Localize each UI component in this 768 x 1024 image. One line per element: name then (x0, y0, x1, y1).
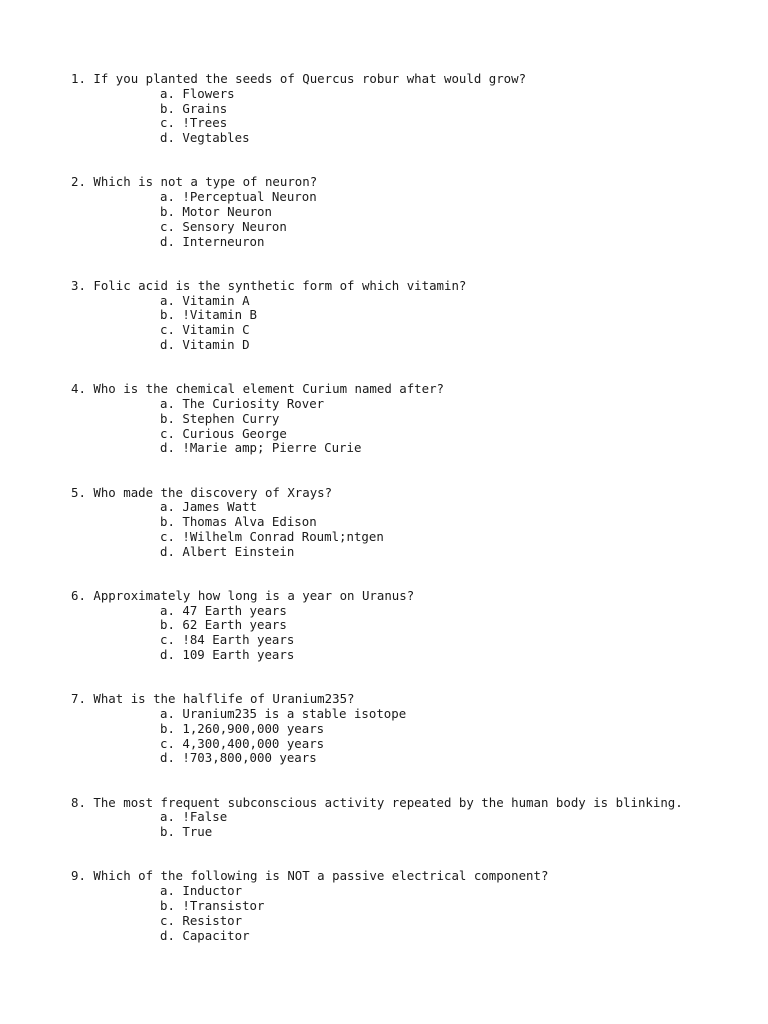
option-letter: c. (160, 528, 175, 544)
question-text: Folic acid is the synthetic form of which vitamin? (93, 277, 467, 293)
answer-option (160, 500, 751, 515)
option-text: Vitamin C (182, 322, 250, 338)
answer-option (160, 205, 751, 220)
option-letter: c. (160, 218, 175, 234)
answer-option (160, 825, 751, 840)
answer-options (71, 294, 751, 353)
option-text: Grains (182, 100, 228, 116)
option-letter: b. (160, 617, 175, 633)
option-text: Interneuron (182, 233, 265, 249)
answer-option (160, 929, 751, 944)
answer-options (71, 397, 751, 456)
answer-option (160, 751, 751, 766)
answer-option (160, 308, 751, 323)
option-letter: a. (160, 809, 175, 825)
answer-option (160, 131, 751, 146)
option-text: Inductor (182, 883, 243, 899)
question-text: If you planted the seeds of Quercus robur what would grow? (93, 71, 527, 86)
answer-option (160, 515, 751, 530)
option-letter: d. (160, 440, 175, 456)
answer-option (160, 545, 751, 560)
option-letter: a. (160, 189, 175, 205)
answer-options (71, 190, 751, 249)
option-text: True (182, 824, 213, 840)
question-block (71, 692, 751, 766)
question-block (71, 486, 751, 560)
option-letter: b. (160, 203, 175, 219)
answer-option (160, 294, 751, 309)
answer-option (160, 427, 751, 442)
question-line (71, 175, 751, 190)
option-letter: b. (160, 824, 175, 840)
answer-option (160, 323, 751, 338)
question-line (71, 486, 751, 501)
option-letter: d. (160, 750, 175, 766)
question-number: 5. (71, 484, 86, 500)
option-letter: b. (160, 100, 175, 116)
option-text: Capacitor (182, 927, 250, 943)
option-letter: a. (160, 395, 175, 411)
option-letter: d. (160, 647, 175, 663)
answer-option (160, 441, 751, 456)
option-text: James Watt (182, 499, 257, 515)
option-text: Thomas Alva Edison (182, 514, 317, 530)
option-letter: d. (160, 543, 175, 559)
answer-option (160, 737, 751, 752)
question-number: 1. (71, 71, 86, 86)
option-letter: a. (160, 602, 175, 618)
option-letter: a. (160, 292, 175, 308)
option-letter: b. (160, 720, 175, 736)
question-number: 8. (71, 794, 86, 810)
answer-option (160, 397, 751, 412)
option-text: Uranium235 is a stable isotope (182, 706, 407, 722)
option-letter: b. (160, 410, 175, 426)
option-text: Vegtables (182, 130, 250, 146)
answer-option (160, 810, 751, 825)
question-number: 9. (71, 868, 86, 884)
option-letter: c. (160, 735, 175, 751)
answer-option (160, 87, 751, 102)
question-text: Who is the chemical element Curium named after? (93, 381, 445, 397)
option-text: !Perceptual Neuron (182, 189, 317, 205)
option-text: Motor Neuron (182, 203, 272, 219)
option-text: Vitamin A (182, 292, 250, 308)
answer-option (160, 914, 751, 929)
answer-option (160, 604, 751, 619)
option-text: Sensory Neuron (182, 218, 287, 234)
option-text: 62 Earth years (182, 617, 287, 633)
option-text: 109 Earth years (182, 647, 295, 663)
option-text: !84 Earth years (182, 632, 295, 648)
option-letter: a. (160, 499, 175, 515)
answer-option (160, 102, 751, 117)
option-letter: c. (160, 115, 175, 131)
question-line (71, 382, 751, 397)
question-number: 2. (71, 174, 86, 190)
question-text: Approximately how long is a year on Uranus? (93, 587, 415, 603)
question-line (71, 589, 751, 604)
question-line (71, 869, 751, 884)
option-letter: b. (160, 898, 175, 913)
answer-options (71, 810, 751, 840)
question-block (71, 72, 751, 146)
question-number: 6. (71, 587, 86, 603)
option-text: 4,300,400,000 years (182, 735, 325, 751)
question-text: Which is not a type of neuron? (93, 174, 318, 190)
option-letter: a. (160, 883, 175, 899)
question-text: The most frequent subconscious activity repeated by the human body is blinking. (93, 794, 683, 810)
option-text: Flowers (182, 85, 235, 101)
answer-option (160, 338, 751, 353)
answer-options (71, 707, 751, 766)
answer-option (160, 116, 751, 131)
question-block (71, 869, 751, 943)
option-text: !703,800,000 years (182, 750, 317, 766)
question-text: What is the halflife of Uranium235? (93, 691, 355, 707)
question-line (71, 279, 751, 294)
answer-option (160, 899, 751, 914)
option-text: Resistor (182, 912, 243, 928)
answer-options (71, 884, 751, 943)
answer-option (160, 412, 751, 427)
question-block (71, 589, 751, 663)
question-number: 4. (71, 381, 86, 397)
option-letter: a. (160, 85, 175, 101)
answer-option (160, 722, 751, 737)
option-letter: a. (160, 706, 175, 722)
option-text: Vitamin D (182, 336, 250, 352)
answer-options (71, 604, 751, 663)
answer-option (160, 235, 751, 250)
option-text: Curious George (182, 425, 287, 441)
question-block (71, 279, 751, 353)
answer-option (160, 707, 751, 722)
answer-options (71, 87, 751, 146)
option-letter: c. (160, 912, 175, 928)
option-letter: b. (160, 307, 175, 323)
option-letter: d. (160, 233, 175, 249)
answer-option (160, 884, 751, 899)
option-text: !Transistor (182, 898, 265, 913)
option-letter: d. (160, 336, 175, 352)
option-text: !Trees (182, 115, 228, 131)
option-text: Stephen Curry (182, 410, 280, 426)
answer-option (160, 220, 751, 235)
question-line (71, 72, 751, 87)
answer-option (160, 633, 751, 648)
question-number: 3. (71, 277, 86, 293)
option-letter: d. (160, 130, 175, 146)
question-text: Which of the following is NOT a passive electrical component? (93, 868, 549, 884)
option-letter: b. (160, 514, 175, 530)
question-block (71, 175, 751, 249)
option-letter: c. (160, 322, 175, 338)
question-block (71, 382, 751, 456)
question-text: Who made the discovery of Xrays? (93, 484, 333, 500)
option-text: !Wilhelm Conrad Rouml;ntgen (182, 528, 384, 544)
answer-option (160, 190, 751, 205)
question-block (71, 796, 751, 840)
answer-option (160, 530, 751, 545)
question-number: 7. (71, 691, 86, 707)
option-text: !Vitamin B (182, 307, 257, 323)
option-text: !False (182, 809, 228, 825)
question-line (71, 692, 751, 707)
option-text: !Marie amp; Pierre Curie (182, 440, 362, 456)
option-text: 1,260,900,000 years (182, 720, 325, 736)
option-text: 47 Earth years (182, 602, 287, 618)
option-text: Albert Einstein (182, 543, 295, 559)
answer-options (71, 500, 751, 559)
option-text: The Curiosity Rover (182, 395, 325, 411)
quiz-document (71, 72, 751, 973)
option-letter: c. (160, 425, 175, 441)
question-line (71, 796, 751, 811)
option-letter: c. (160, 632, 175, 648)
answer-option (160, 618, 751, 633)
answer-option (160, 648, 751, 663)
option-letter: d. (160, 927, 175, 943)
